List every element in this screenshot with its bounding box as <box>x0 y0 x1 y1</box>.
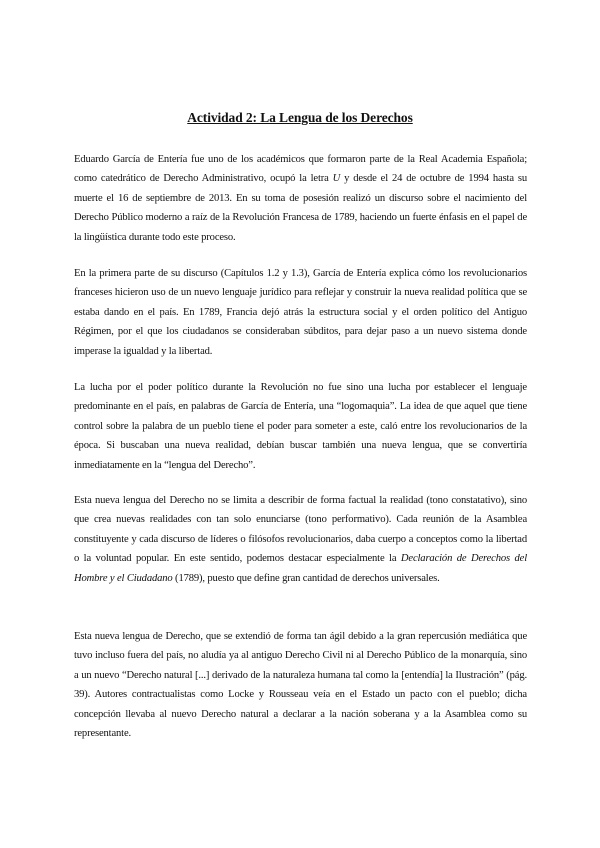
paragraph-3: La lucha por el poder político durante la Revolución no fue sino una lucha por establecer el lenguaje predominante en el país, en palabras de García de Entería, una “logomaquia”. La idea de que aquel que tiene control sobre la palabra de un pueblo tiene el poder para someter a este, caló entre los revolucionarios de la época. Si buscaban una nueva realidad, debían buscar también una nueva lengua, que se convertiría inmediatamente en la “lengua del Derecho”. <box>74 382 527 471</box>
paragraph-2: En la primera parte de su discurso (Capítulos 1.2 y 1.3), García de Entería explica cómo los revolucionarios franceses hicieron uso de un nuevo lenguaje jurídico para reflejar y construir la nueva realidad política que se estaba dando en el país. En 1789, Francia dejó atrás la estructura social y el orden político del Antiguo Régimen, por el que los ciudadanos se consideraban súbditos, para dejar paso a un nuevo sistema donde imperase la igualdad y la libertad. <box>74 268 527 357</box>
paragraph-4 <box>74 491 527 588</box>
paragraph-1 <box>74 150 527 247</box>
paragraph-4-text-a: Esta nueva lengua del Derecho no se limita a describir de forma factual la realidad (tono constatativo), sino que crea nuevas realidades con tan solo enunciarse (tono performativo). Cada reunión de la Asamblea constituyente y cada discurso de líderes o filósofos revolucionarios, daba cuerpo a conceptos como la libertad o la voluntad popular. En este sentido, podemos destacar especialmente la <box>74 495 527 565</box>
paragraph-4-text-c: (1789), puesto que define gran cantidad de derechos universales. <box>172 572 440 584</box>
paragraph-1-text-a: Eduardo García de Entería fue uno de los académicos que formaron parte de la Real Academia Española; como catedrático de Derecho Administrativo, ocupó la letra <box>74 154 527 185</box>
paragraph-4-declaration-title: Declaración de Derechos del Hombre y el Ciudadano <box>74 553 527 584</box>
paragraph-1-letter: U <box>332 173 341 185</box>
paragraph-5: Esta nueva lengua de Derecho, que se extendió de forma tan ágil debido a la gran repercusión mediática que tuvo incluso fuera del país, no aludía ya al antiguo Derecho Civil ni al Derecho Público de la monarquía, sino a un nuevo “Derecho natural [...] derivado de la naturaleza humana tal como la [entendía] la Ilustración” (pág. 39). Autores contractualistas como Locke y Rousseau veía en el Estado un pacto con el pueblo; dicha concepción llevaba al nuevo Derecho natural a declarar a la nación soberana y a la Asamblea como su representante. <box>74 631 527 740</box>
document-title: Actividad 2: La Lengua de los Derechos <box>187 110 413 125</box>
paragraph-1-text-c: y desde el 24 de octubre de 1994 hasta su muerte el 16 de septiembre de 2013. En su toma de posesión realizó un discurso sobre el nacimiento del Derecho Público moderno a raíz de la Revolución Francesa de 1789, haciendo un fuerte énfasis en el papel de la lingüística durante todo este proceso. <box>74 173 527 243</box>
